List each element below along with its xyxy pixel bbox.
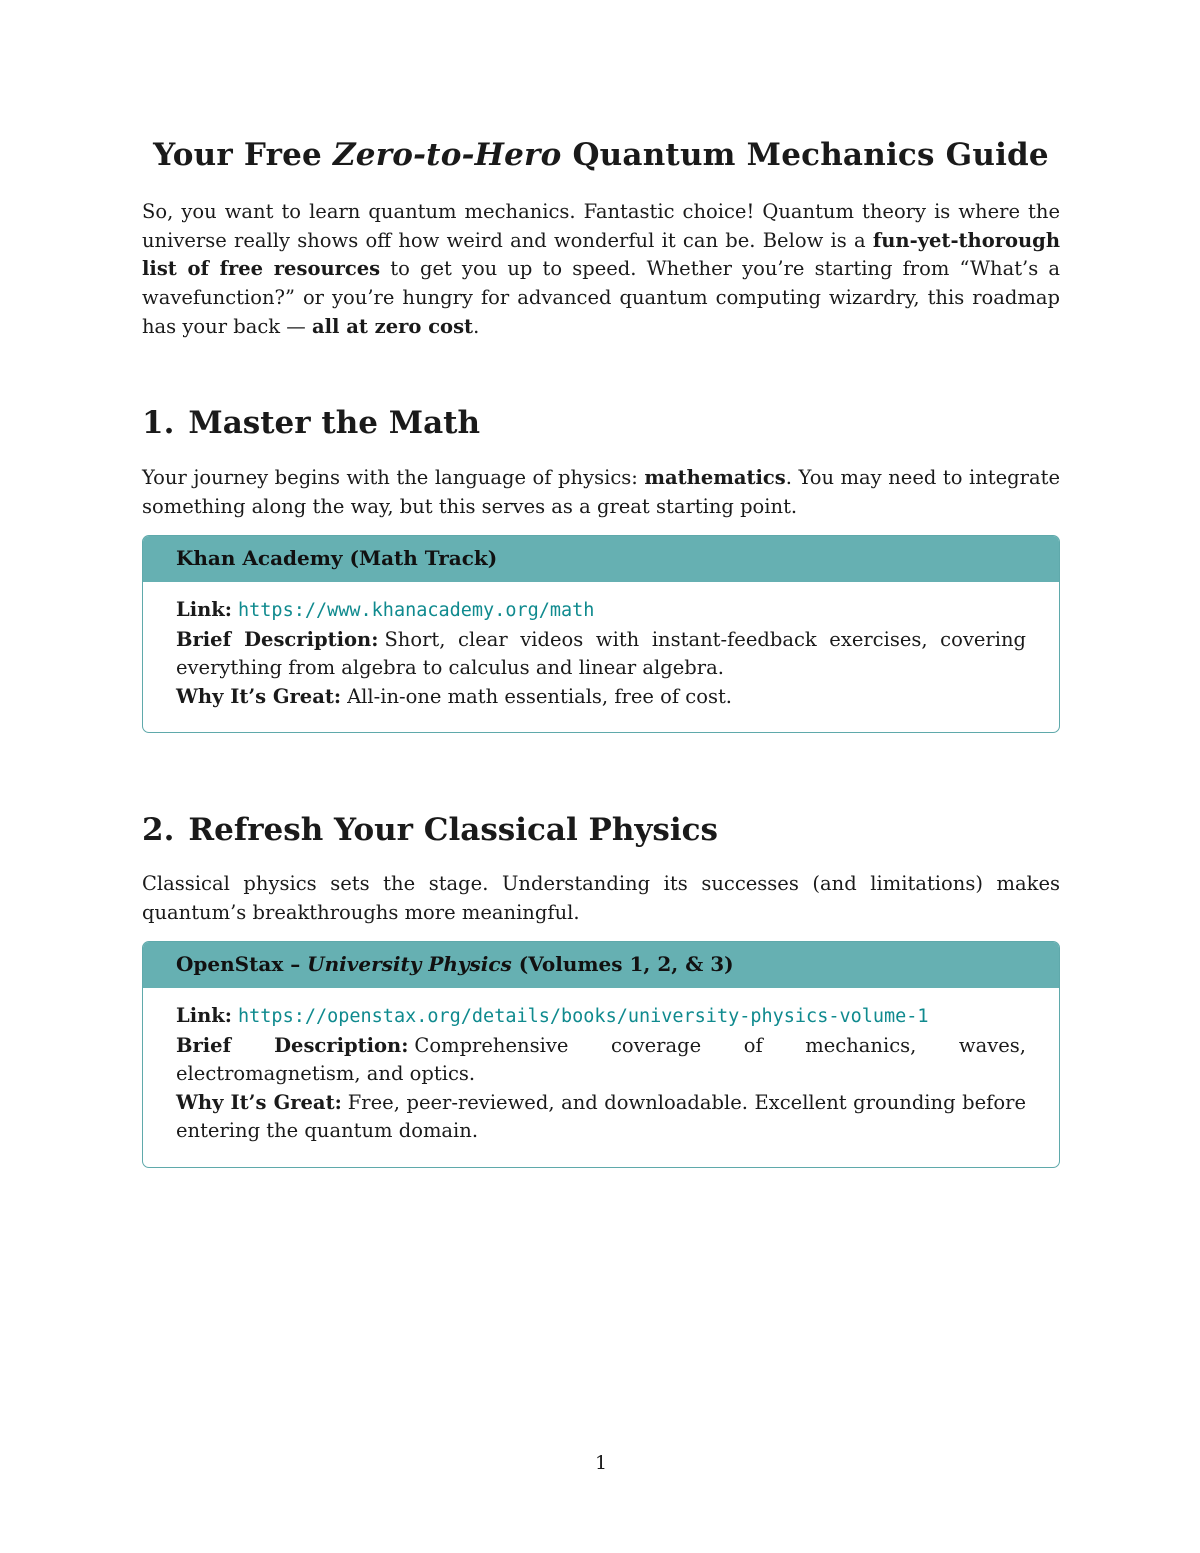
title-prefix: Your Free xyxy=(153,137,333,173)
section-heading-math: 1. Master the Math xyxy=(142,405,481,441)
resource-link-row: Link: https://www.khanacademy.org/math xyxy=(176,598,595,621)
intro-highlight-resources: fun-yet-thorough list of free resources xyxy=(142,228,1060,281)
resource-body xyxy=(143,582,1059,727)
page-number: 1 xyxy=(594,1452,608,1474)
resource-link[interactable]: https://www.khanacademy.org/math xyxy=(238,600,595,621)
resource-description: Brief Description: Comprehensive coverage of mechanics, waves, electromagnetism, and optics. xyxy=(176,1033,1027,1085)
resource-box-khan-academy xyxy=(142,535,1060,733)
page-title xyxy=(142,133,1060,177)
resource-title: OpenStax – University Physics (Volumes 1, 2, & 3) xyxy=(143,942,1059,988)
document-page xyxy=(142,0,1060,1553)
intro-highlight-cost: all at zero cost xyxy=(311,314,474,338)
resource-body xyxy=(143,988,1059,1162)
resource-box-openstax xyxy=(142,941,1060,1168)
resource-title: Khan Academy (Math Track) xyxy=(143,536,1059,582)
title-emphasis: Zero-to-Hero xyxy=(332,137,562,173)
section-intro-math: Your journey begins with the language of physics: mathematics. You may need to integrate something along the way, but this serves as a great starting point. xyxy=(142,466,1060,518)
resource-link[interactable]: https://openstax.org/details/books/university-physics-volume-1 xyxy=(238,1006,929,1027)
intro-paragraph: So, you want to learn quantum mechanics. Fantastic choice! Quantum theory is where the universe really shows off how weird and wonderful it can be. Below is a fun-yet-thorough list of free resources to get you up to speed. Whether you’re starting from “What’s a wavefunction?” or you’re hungry for advanced quantum computing wizardry, this roadmap has your back — all at zero cost. xyxy=(142,200,1060,338)
title-suffix: Quantum Mechanics Guide xyxy=(561,137,1049,173)
resource-why: Why It’s Great: Free, peer-reviewed, and downloadable. Excellent grounding before entering the quantum domain. xyxy=(176,1090,1026,1142)
section-heading-classical-physics: 2. Refresh Your Classical Physics xyxy=(142,812,718,848)
resource-description: Brief Description: Short, clear videos with instant-feedback exercises, covering everything from algebra to calculus and linear algebra. xyxy=(176,627,1027,679)
section-intro-classical-physics: Classical physics sets the stage. Understanding its successes (and limitations) makes quantum’s breakthroughs more meaningful. xyxy=(142,872,1060,924)
resource-link-row: Link: https://openstax.org/details/books/university-physics-volume-1 xyxy=(176,1004,929,1027)
resource-why: Why It’s Great: All-in-one math essentials, free of cost. xyxy=(176,684,733,708)
